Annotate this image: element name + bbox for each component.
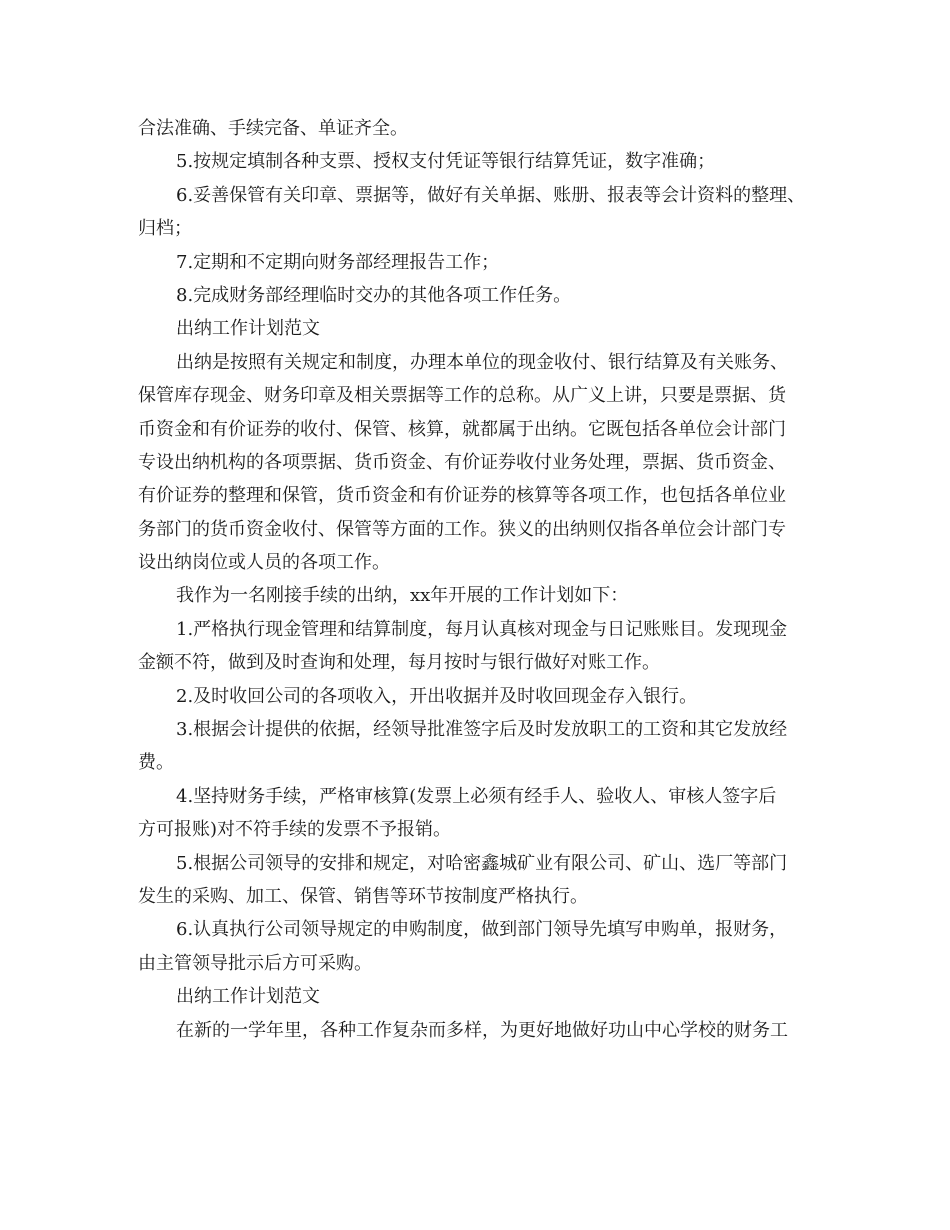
text-line: 出纳是按照有关规定和制度，办理本单位的现金收付、银行结算及有关账务、 [176,351,788,373]
text-line: 2.及时收回公司的各项收入，开出收据并及时收回现金存入银行。 [176,685,698,707]
text-line: 8.完成财务部经理临时交办的其他各项工作任务。 [176,284,572,306]
text-line: 专设出纳机构的各项票据、货币资金、有价证券收付业务处理，票据、货币资金、 [138,451,786,473]
text-line: 4.坚持财务手续，严格审核算(发票上必须有经手人、验收人、审核人签字后 [176,785,777,807]
text-line: 发生的采购、加工、保管、销售等环节按制度严格执行。 [138,885,588,907]
text-line: 5.根据公司领导的安排和规定，对哈密鑫城矿业有限公司、矿山、选厂等部门 [176,852,788,874]
text-line: 6.认真执行公司领导规定的申购制度，做到部门领导先填写申购单，报财务， [176,919,788,941]
text-line: 6.妥善保管有关印章、票据等，做好有关单据、账册、报表等会计资料的整理、 [176,184,806,206]
text-line: 3.根据会计提供的依据，经领导批准签字后及时发放职工的工资和其它发放经 [176,719,788,741]
document-body [138,112,828,1047]
text-line: 在新的一学年里，各种工作复杂而多样，为更好地做好功山中心学校的财务工 [176,1019,788,1041]
text-line: 有价证券的整理和保管，货币资金和有价证券的核算等各项工作，也包括各单位业 [138,485,786,507]
text-line: 由主管领导批示后方可采购。 [138,952,372,974]
text-line: 出纳工作计划范文 [176,986,320,1008]
text-line: 1.严格执行现金管理和结算制度，每月认真核对现金与日记账账目。发现现金 [176,618,788,640]
text-line: 金额不符，做到及时查询和处理，每月按时与银行做好对账工作。 [138,652,660,674]
text-line: 归档； [138,218,192,240]
text-line: 出纳工作计划范文 [176,318,320,340]
text-line: 务部门的货币资金收付、保管等方面的工作。狭义的出纳则仅指各单位会计部门专 [138,518,786,540]
text-line: 合法准确、手续完备、单证齐全。 [138,118,408,139]
text-line: 保管库存现金、财务印章及相关票据等工作的总称。从广义上讲，只要是票据、货 [138,385,786,407]
text-line: 设出纳岗位或人员的各项工作。 [138,552,390,574]
text-line: 币资金和有价证券的收付、保管、核算，就都属于出纳。它既包括各单位会计部门 [138,418,786,440]
text-line: 7.定期和不定期向财务部经理报告工作； [176,251,500,273]
text-line: 5.按规定填制各种支票、授权支付凭证等银行结算凭证，数字准确； [176,151,716,173]
text-line: 费。 [138,752,174,774]
text-line: 我作为一名刚接手续的出纳，xx年开展的工作计划如下： [176,585,629,607]
text-line: 方可报账)对不符手续的发票不予报销。 [138,819,452,841]
